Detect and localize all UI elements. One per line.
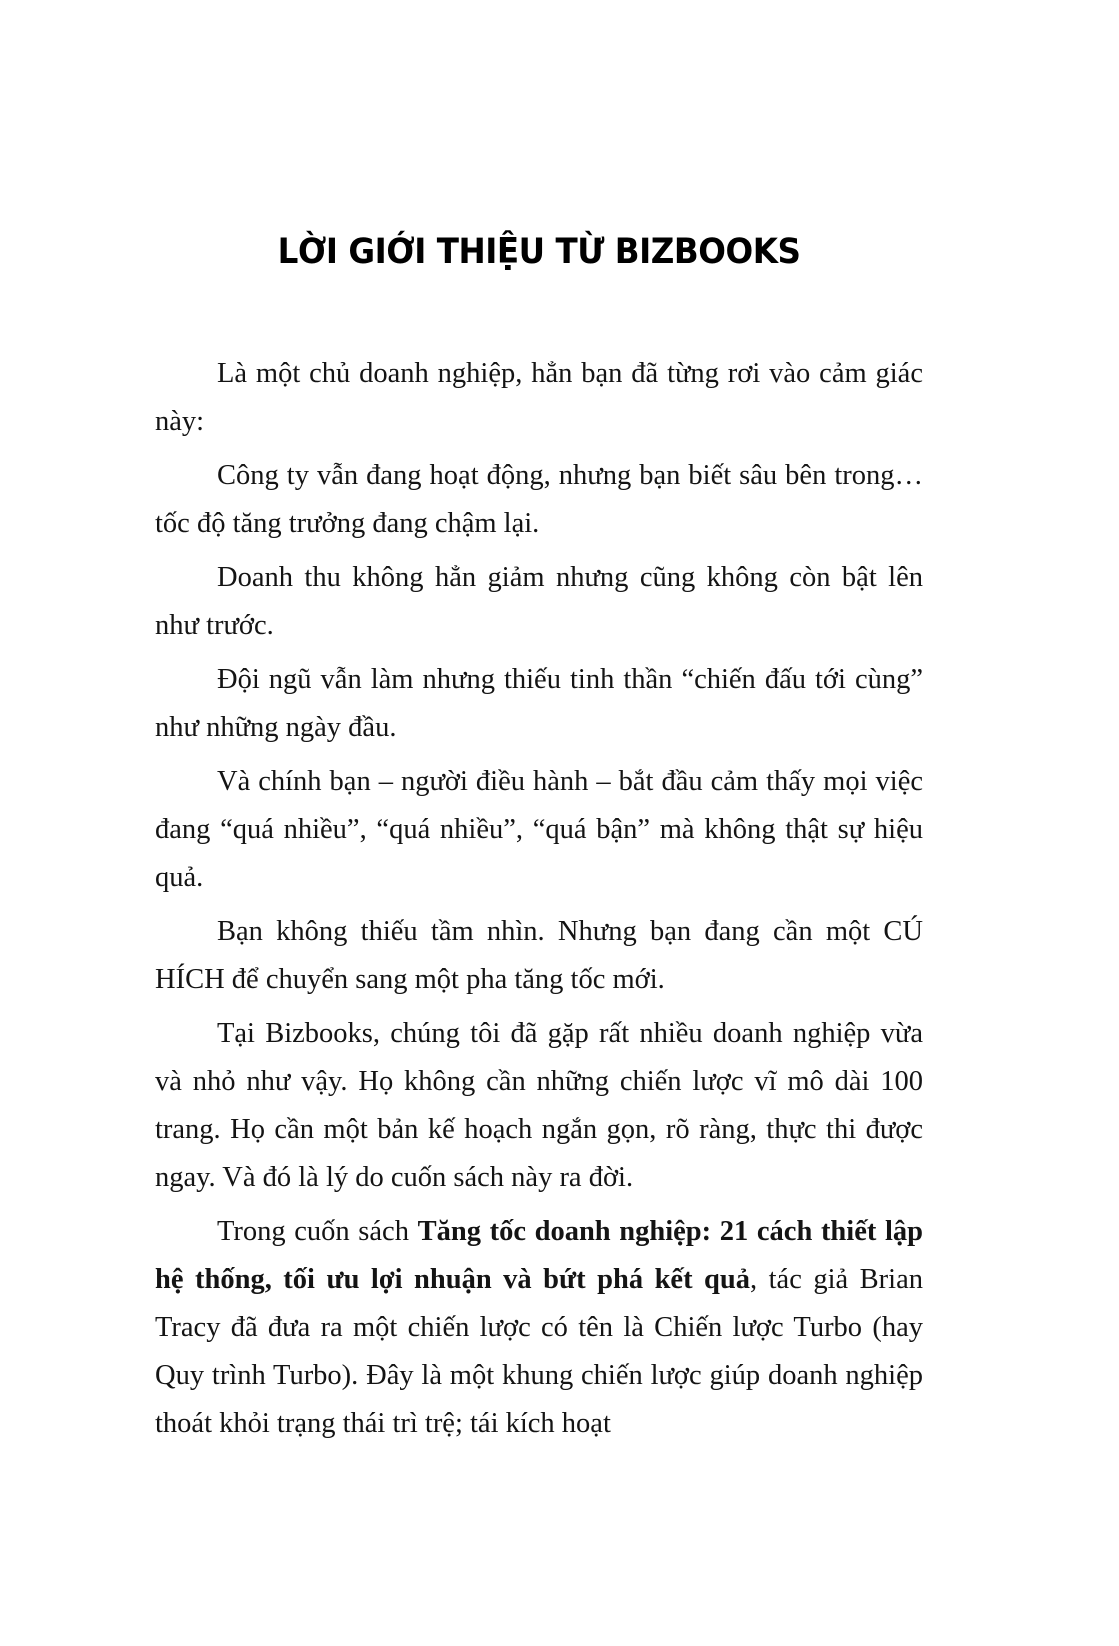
paragraph-3: Doanh thu không hẳn giảm nhưng cũng không còn bật lên như trước. xyxy=(155,562,923,641)
paragraph-8-lead: Trong cuốn sách xyxy=(217,1216,418,1247)
paragraph-1: Là một chủ doanh nghiệp, hẳn bạn đã từng rơi vào cảm giác này: xyxy=(155,358,923,437)
paragraph-8-tail: , tác giả Brian Tracy đã đưa ra một chiến lược có tên là Chiến lược Turbo (hay Quy trình Turbo). Đây là một khung chiến lược giúp doanh nghiệp thoát khỏi trạng thái trì trệ; tái kích hoạt xyxy=(155,1264,923,1439)
paragraph-7: Tại Bizbooks, chúng tôi đã gặp rất nhiều doanh nghiệp vừa và nhỏ như vậy. Họ không cần những chiến lược vĩ mô dài 100 trang. Họ cần một bản kế hoạch ngắn gọn, rõ ràng, thực thi được ngay. Và đó là lý do cuốn sách này ra đời. xyxy=(155,1018,923,1193)
page-content xyxy=(155,232,923,1448)
book-title-bold: Tăng tốc doanh nghiệp: 21 cách thiết lập hệ thống, tối ưu lợi nhuận và bứt phá kết quả xyxy=(155,1216,923,1295)
paragraph-5: Và chính bạn – người điều hành – bắt đầu cảm thấy mọi việc đang “quá nhiều”, “quá nhiều”, “quá bận” mà không thật sự hiệu quả. xyxy=(155,766,923,893)
paragraph-8 xyxy=(155,1208,923,1448)
paragraph-4: Đội ngũ vẫn làm nhưng thiếu tinh thần “chiến đấu tới cùng” như những ngày đầu. xyxy=(155,664,923,743)
paragraph-2: Công ty vẫn đang hoạt động, nhưng bạn biết sâu bên trong… tốc độ tăng trưởng đang chậm lại. xyxy=(155,460,923,539)
paragraph-6: Bạn không thiếu tầm nhìn. Nhưng bạn đang cần một CÚ HÍCH để chuyển sang một pha tăng tốc mới. xyxy=(155,916,923,995)
page-title: LỜI GIỚI THIỆU TỪ BIZBOOKS xyxy=(277,232,801,272)
